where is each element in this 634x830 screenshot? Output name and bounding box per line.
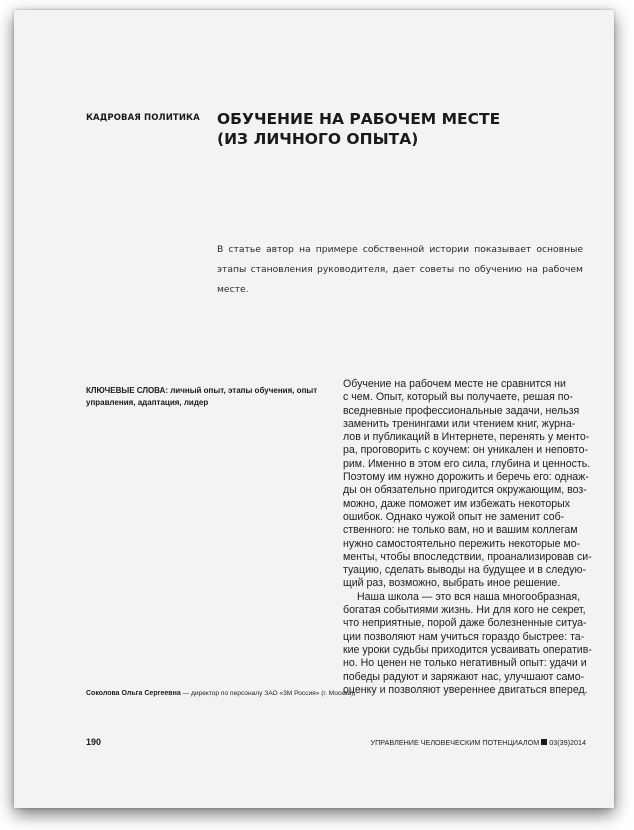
- body-line: ра, проговорить с коучем: он уникален и неповто-: [343, 444, 589, 457]
- body-line: кие уроки судьбы приходится усваивать оператив-: [343, 643, 592, 656]
- body-line: Поэтому им нужно дорожить и беречь его: однаж-: [343, 471, 589, 484]
- body-line: щий раз, возможно, выбрать иное решение.: [343, 577, 561, 590]
- body-line: заменить тренингами или чтением книг, журна-: [343, 417, 576, 430]
- body-line: с чем. Опыт, который вы получаете, решая по-: [343, 391, 573, 404]
- body-line: ошибок. Однако чужой опыт не заменит соб-: [343, 510, 565, 523]
- body-line: что неприятные, порой даже болезненные ситуа-: [343, 617, 587, 630]
- body-line: победы радуют и заряжают нас, улучшают само-: [343, 670, 585, 683]
- author-info: [86, 689, 354, 698]
- body-line: нужно самостоятельно пережить некоторые мо-: [343, 537, 581, 550]
- keywords-text: личный опыт, этапы обучения, опыт управления, адаптация, лидер: [86, 386, 318, 407]
- body-line: но. Но ценен не только негативный опыт: удачи и: [343, 657, 587, 670]
- document-page: [14, 10, 614, 808]
- keywords-label: КЛЮЧЕВЫЕ СЛОВА:: [86, 386, 168, 395]
- author-description: — директор по персоналу ЗАО «3М Россия» (г. Москва): [180, 690, 354, 697]
- body-line: рим. Именно в этом его сила, глубина и ценность.: [343, 457, 591, 470]
- body-line: Обучение на рабочем месте не сравнится ни: [343, 378, 566, 390]
- body-line-indented: Наша школа — это вся наша многообразная,: [357, 590, 581, 603]
- keywords-block: [86, 385, 326, 408]
- body-line: менты, чтобы впоследствии, проанализировав си-: [343, 550, 592, 563]
- body-line: лов и публикаций в Интернете, перенять у менто-: [343, 431, 590, 444]
- body-line: ды он обязательно пригодится окружающим, воз-: [343, 484, 587, 497]
- body-line: ственного: не только вам, но и вашим коллегам: [343, 524, 578, 537]
- article-lead: В статье автор на примере собственной истории показывает основные этапы становления руководителя, дает советы по обучению на рабочем месте.: [217, 244, 583, 295]
- body-line: туацию, сделать выводы на будущее и в следую-: [343, 564, 586, 577]
- article-title-line-2: (ИЗ ЛИЧНОГО ОПЫТА): [217, 130, 419, 148]
- body-line: можно, даже поможет им избежать некоторых: [343, 497, 571, 510]
- square-separator-icon: [541, 739, 547, 745]
- article-title: [217, 109, 557, 149]
- author-name: Соколова Ольга Сергеевна: [86, 690, 181, 697]
- page-number: 190: [86, 737, 102, 747]
- body-line: ции позволяют нам учиться гораздо быстрее: та-: [343, 630, 585, 643]
- journal-name: УПРАВЛЕНИЕ ЧЕЛОВЕЧЕСКИМ ПОТЕНЦИАЛОМ: [370, 738, 540, 747]
- section-label: КАДРОВАЯ ПОЛИТИКА: [86, 113, 200, 123]
- journal-issue: 03(39)2014: [549, 738, 586, 747]
- article-body: [343, 378, 592, 697]
- body-line: вседневные профессиональные задачи, нельзя: [343, 404, 580, 417]
- journal-footer: [371, 738, 586, 747]
- body-line: богатая событиями жизнь. Ни для кого не секрет,: [343, 604, 586, 617]
- article-title-line-1: ОБУЧЕНИЕ НА РАБОЧЕМ МЕСТЕ: [217, 110, 501, 128]
- body-line: оценку и позволяют увереннее двигаться вперед.: [343, 683, 588, 696]
